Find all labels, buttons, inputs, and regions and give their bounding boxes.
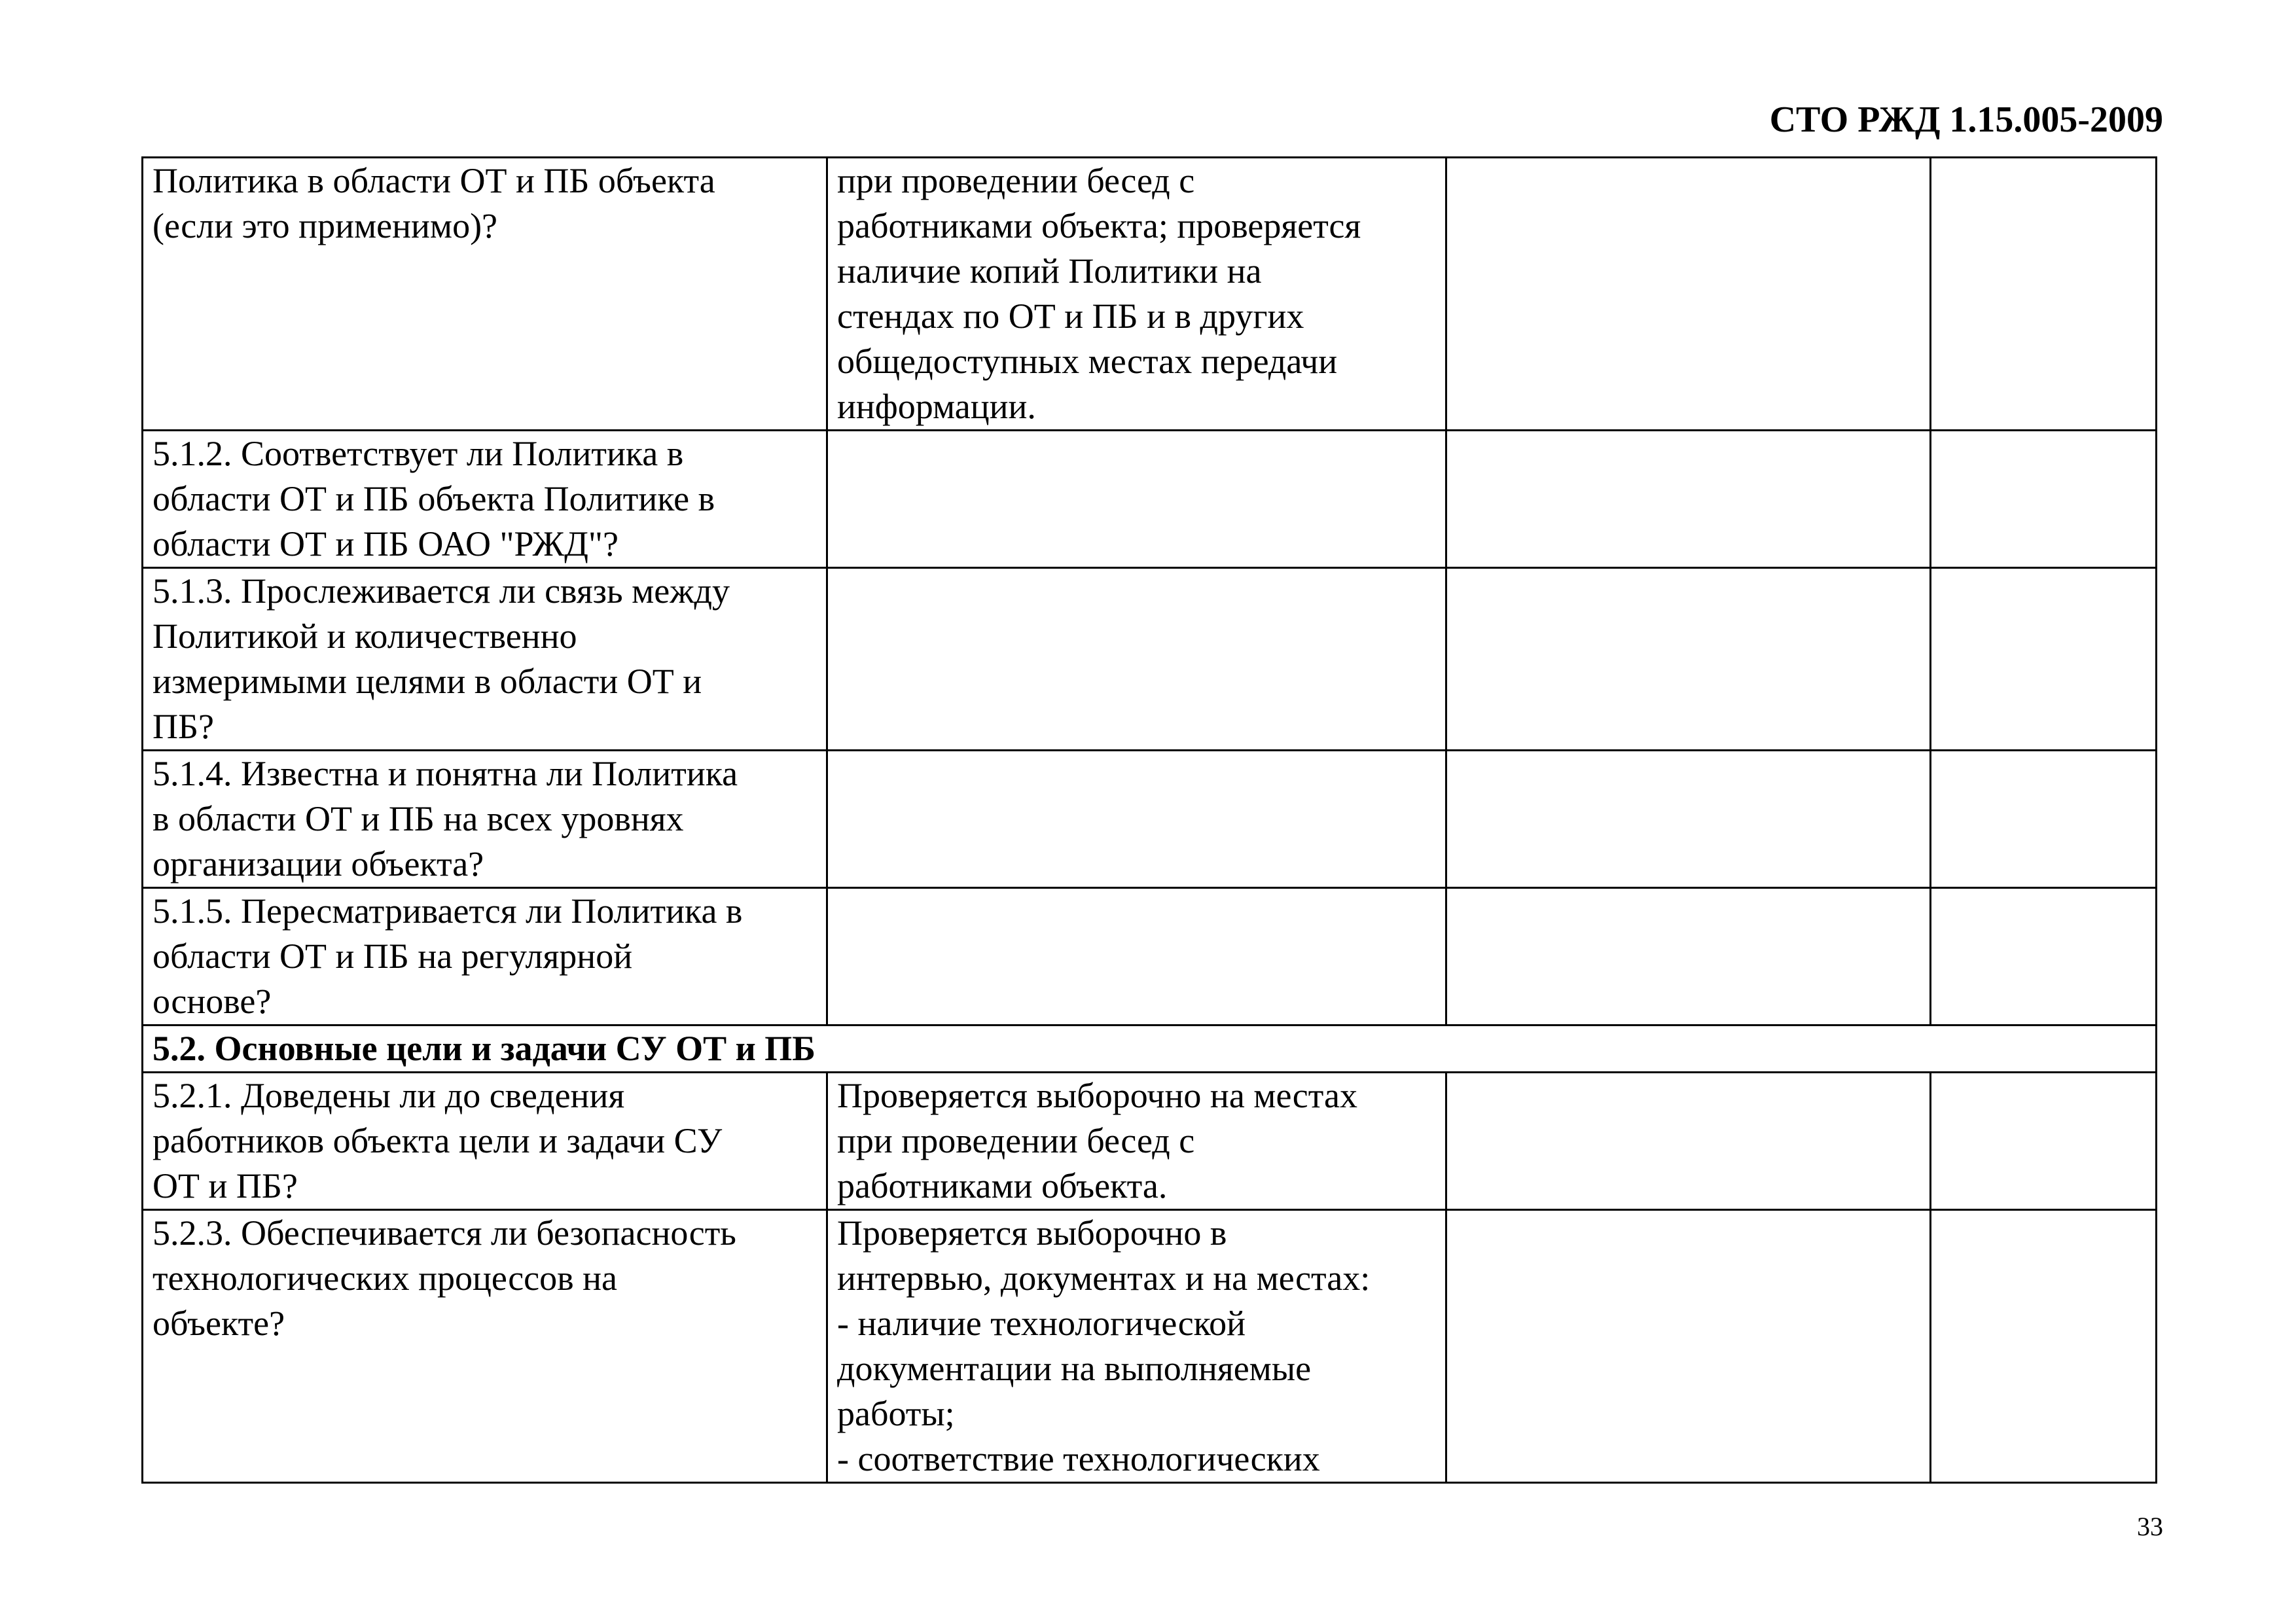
method-cell: [827, 568, 1446, 751]
page-number: 33: [2137, 1512, 2163, 1541]
question-cell: [143, 158, 827, 431]
question-cell: [143, 888, 827, 1026]
result-cell: [1446, 888, 1931, 1026]
method-cell: [827, 1210, 1446, 1483]
question-cell: [143, 1210, 827, 1483]
table-row: [143, 158, 2157, 431]
method-text: Проверяется выборочно на местах при проведении бесед с работниками объекта.: [837, 1076, 1357, 1205]
audit-checklist-table: [141, 156, 2157, 1484]
result-cell: [1446, 1073, 1931, 1210]
table-row: [143, 568, 2157, 751]
table-row: [143, 1073, 2157, 1210]
method-text: при проведении бесед с работниками объекта; проверяется наличие копий Политики на стендах по ОТ и ПБ и в других общедоступных местах передачи информации.: [837, 161, 1361, 426]
section-title: 5.2. Основные цели и задачи СУ ОТ и ПБ: [152, 1029, 816, 1068]
note-cell: [1931, 888, 2157, 1026]
method-cell: [827, 751, 1446, 888]
question-text: 5.1.5. Пересматривается ли Политика в области ОТ и ПБ на регулярной основе?: [152, 891, 743, 1021]
result-cell: [1446, 568, 1931, 751]
section-heading: [143, 1026, 2157, 1073]
table-row: [143, 751, 2157, 888]
question-text: 5.1.4. Известна и понятна ли Политика в области ОТ и ПБ на всех уровнях организации объекта?: [152, 754, 738, 883]
note-cell: [1931, 1073, 2157, 1210]
question-text: 5.2.3. Обеспечивается ли безопасность технологических процессов на объекте?: [152, 1213, 736, 1343]
section-row: [143, 1026, 2157, 1073]
method-text: Проверяется выборочно в интервью, документах и на местах: - наличие технологической документации на выполняемые работы; - соответствие технологических: [837, 1213, 1371, 1478]
question-text: 5.1.2. Соответствует ли Политика в области ОТ и ПБ объекта Политике в области ОТ и ПБ ОАО "РЖД"?: [152, 434, 715, 563]
method-cell: [827, 1073, 1446, 1210]
result-cell: [1446, 431, 1931, 568]
document-code: СТО РЖД 1.15.005-2009: [1769, 99, 2163, 140]
question-text: Политика в области ОТ и ПБ объекта (если это применимо)?: [152, 161, 715, 245]
question-cell: [143, 568, 827, 751]
note-cell: [1931, 431, 2157, 568]
note-cell: [1931, 1210, 2157, 1483]
question-cell: [143, 431, 827, 568]
question-cell: [143, 1073, 827, 1210]
result-cell: [1446, 751, 1931, 888]
note-cell: [1931, 158, 2157, 431]
method-cell: [827, 431, 1446, 568]
result-cell: [1446, 158, 1931, 431]
method-cell: [827, 158, 1446, 431]
question-text: 5.1.3. Прослеживается ли связь между Политикой и количественно измеримыми целями в области ОТ и ПБ?: [152, 571, 730, 746]
note-cell: [1931, 751, 2157, 888]
question-cell: [143, 751, 827, 888]
table-row: [143, 1210, 2157, 1483]
table-row: [143, 431, 2157, 568]
question-text: 5.2.1. Доведены ли до сведения работников объекта цели и задачи СУ ОТ и ПБ?: [152, 1076, 723, 1205]
table-row: [143, 888, 2157, 1026]
method-cell: [827, 888, 1446, 1026]
note-cell: [1931, 568, 2157, 751]
result-cell: [1446, 1210, 1931, 1483]
